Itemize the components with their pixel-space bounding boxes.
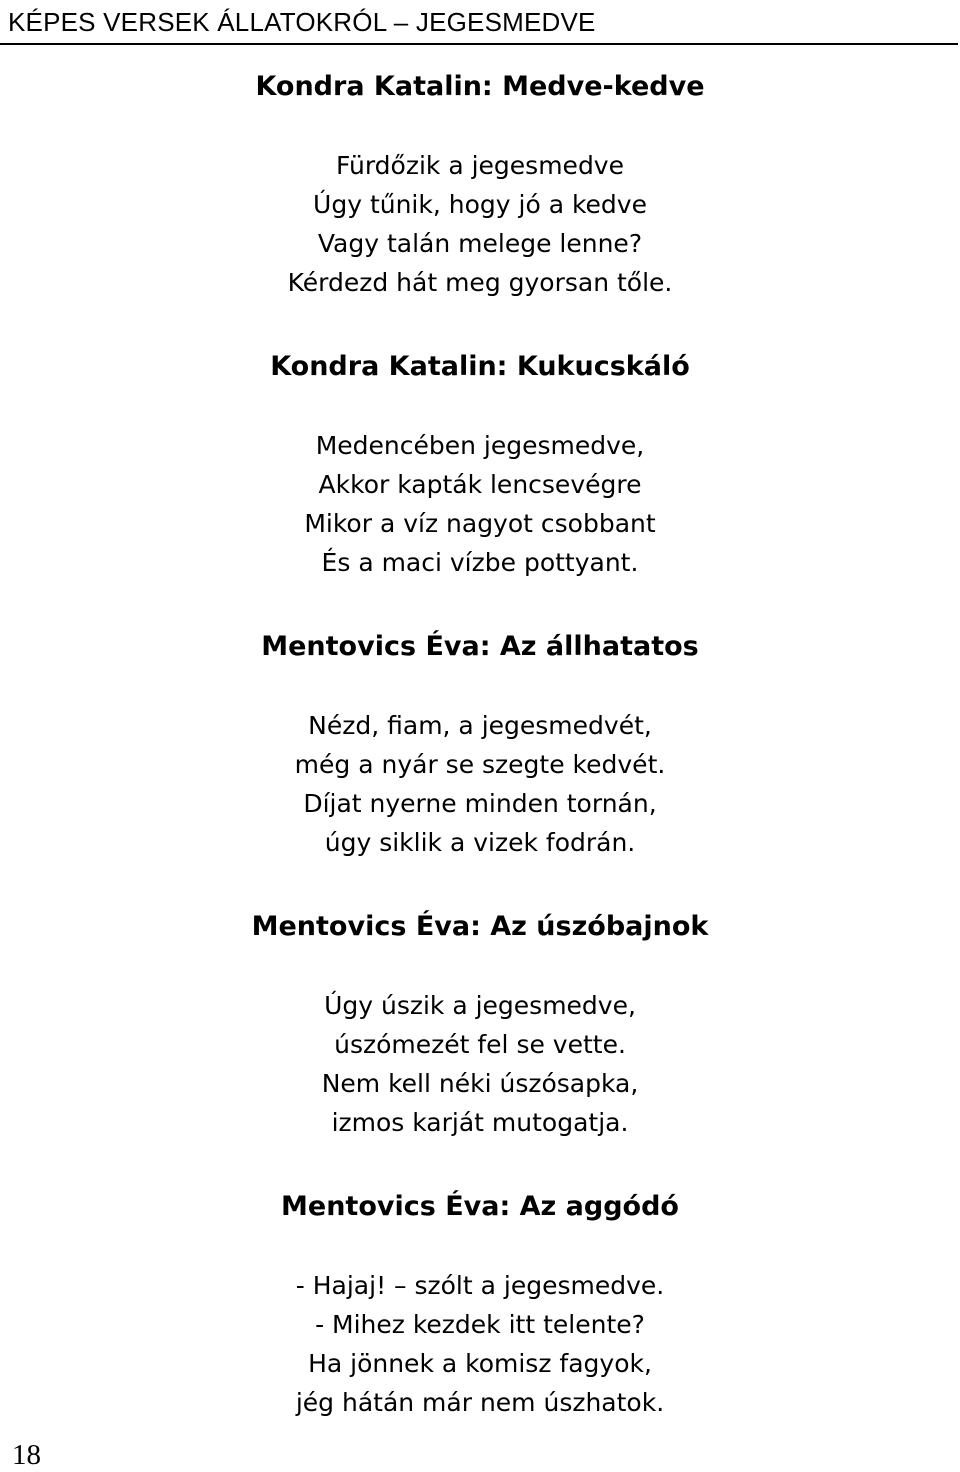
poem-lines [0,146,960,302]
poem-line: És a maci vízbe pottyant. [321,548,639,577]
poem-az-allhatatos [0,626,960,862]
poem-line: izmos karját mutogatja. [331,1108,629,1137]
poem-line: Medencében jegesmedve, [315,431,645,460]
poem-line: - Hajaj! – szólt a jegesmedve. [295,1271,665,1300]
poem-spacer [0,582,960,626]
poem-line: Fürdőzik a jegesmedve [335,151,624,180]
poem-spacer [0,1142,960,1186]
poem-kukucskalo [0,346,960,582]
poem-line: Díjat nyerne minden tornán, [303,789,657,818]
poem-line: úgy siklik a vizek fodrán. [324,828,636,857]
poem-line: még a nyár se szegte kedvét. [294,750,666,779]
poem-line: Úgy úszik a jegesmedve, [324,991,636,1020]
page-number: 18 [12,1439,41,1471]
poem-collection [0,66,960,1422]
poem-medve-kedve [0,66,960,302]
poem-title: Mentovics Éva: Az aggódó [281,1191,679,1222]
poem-line: úszómezét fel se vette. [334,1030,626,1059]
poem-title: Mentovics Éva: Az állhatatos [261,631,699,662]
poem-line: Ha jönnek a komisz fagyok, [308,1349,652,1378]
poem-line: Nézd, fiam, a jegesmedvét, [308,711,652,740]
poem-line: Mikor a víz nagyot csobbant [304,509,656,538]
poem-line: jég hátán már nem úszhatok. [295,1388,665,1417]
poem-title: Mentovics Éva: Az úszóbajnok [251,911,709,942]
poem-az-uszobajnok [0,906,960,1142]
poem-line: Kérdezd hát meg gyorsan tőle. [287,268,673,297]
poem-az-aggodo [0,1186,960,1422]
poem-title: Kondra Katalin: Kukucskáló [270,351,690,382]
header-divider [0,43,958,45]
poem-lines [0,426,960,582]
poem-spacer [0,302,960,346]
page-header-title: KÉPES VERSEK ÁLLATOKRÓL – JEGESMEDVE [8,7,596,37]
poem-title: Kondra Katalin: Medve-kedve [255,71,705,102]
poem-spacer [0,862,960,906]
poem-line: - Mihez kezdek itt telente? [315,1310,645,1339]
poem-lines [0,706,960,862]
poem-lines [0,986,960,1142]
poem-lines [0,1266,960,1422]
poem-line: Akkor kapták lencsevégre [318,470,642,499]
poem-line: Úgy tűnik, hogy jó a kedve [313,190,647,219]
poem-line: Nem kell néki úszósapka, [321,1069,639,1098]
poem-line: Vagy talán melege lenne? [317,229,643,258]
